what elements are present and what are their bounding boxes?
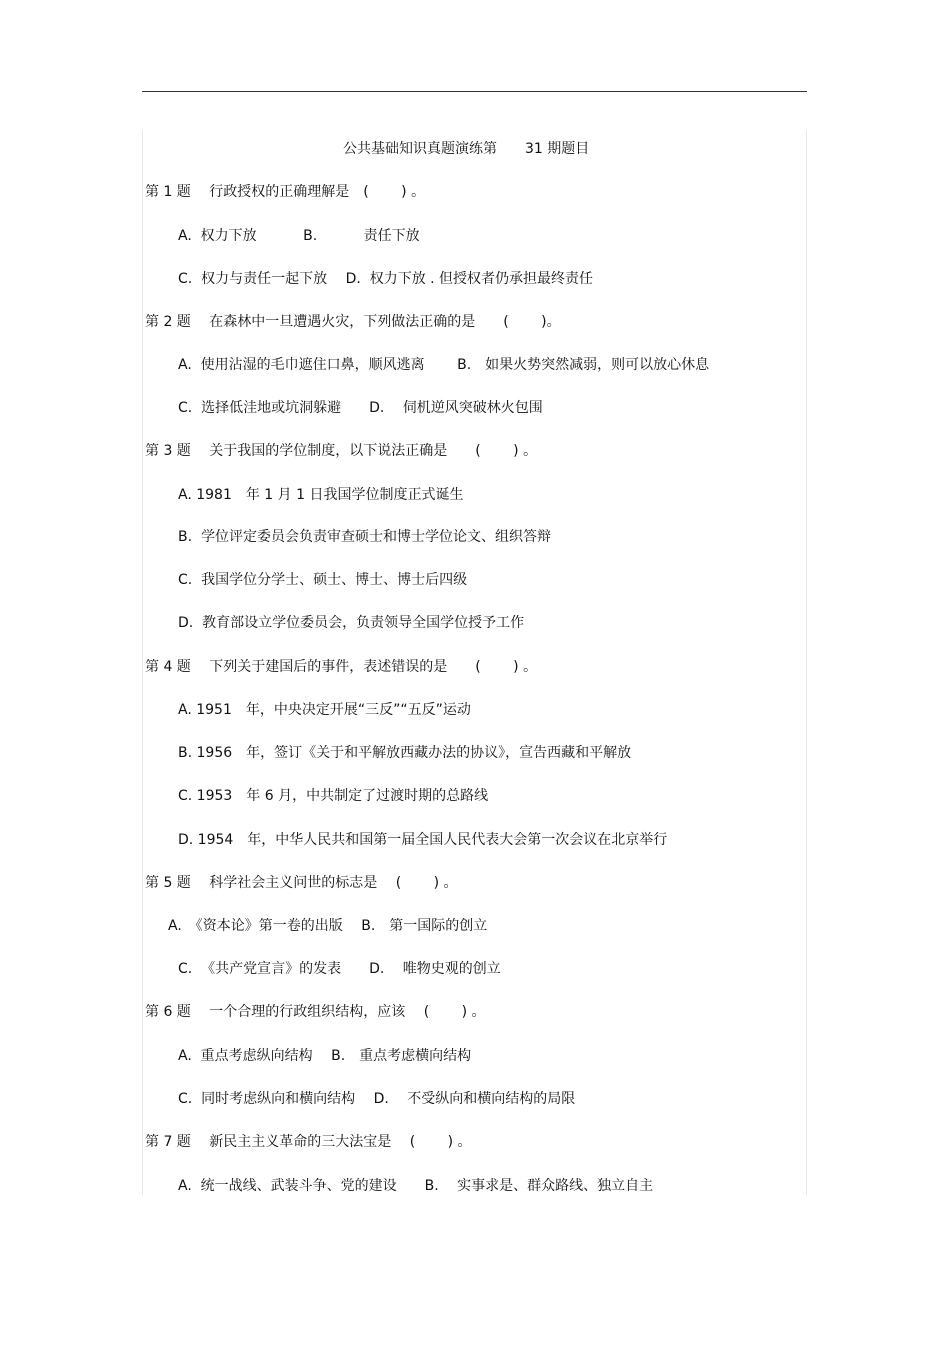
question-7-stem: 第 7 题 新民主主义革命的三大法宝是 ( ) 。 bbox=[145, 1134, 472, 1150]
question-6-options-cd: C. 同时考虑纵向和横向结构 D. 不受纵向和横向结构的局限 bbox=[178, 1091, 576, 1107]
question-1-options-cd: C. 权力与责任一起下放 D. 权力下放 . 但授权者仍承担最终责任 bbox=[178, 271, 594, 287]
question-7-options-ab: A. 统一战线、武装斗争、党的建设 B. 实事求是、群众路线、独立自主 bbox=[178, 1178, 654, 1194]
question-5-options-ab: A. 《资本论》第一卷的出版 B. 第一国际的创立 bbox=[168, 918, 488, 934]
page-title: 公共基础知识真题演练第 31 期题目 bbox=[343, 141, 590, 157]
question-6-stem: 第 6 题 一个合理的行政组织结构，应该 ( ) 。 bbox=[145, 1004, 486, 1020]
question-5-stem: 第 5 题 科学社会主义问世的标志是 ( ) 。 bbox=[145, 875, 458, 891]
question-6-options-ab: A. 重点考虑纵向结构 B. 重点考虑横向结构 bbox=[178, 1048, 472, 1064]
question-3-option-d: D. 教育部设立学位委员会，负责领导全国学位授予工作 bbox=[178, 615, 525, 631]
left-margin-line bbox=[142, 130, 143, 1195]
question-4-option-b: B. 1956 年，签订《关于和平解放西藏办法的协议》，宣告西藏和平解放 bbox=[178, 745, 632, 761]
question-4-stem: 第 4 题 下列关于建国后的事件，表述错误的是 ( ) 。 bbox=[145, 659, 538, 675]
question-2-options-cd: C. 选择低洼地或坑洞躲避 D. 伺机逆风突破林火包围 bbox=[178, 400, 543, 416]
question-3-option-b: B. 学位评定委员会负责审查硕士和博士学位论文、组织答辩 bbox=[178, 529, 551, 545]
question-5-options-cd: C. 《共产党宣言》的发表 D. 唯物史观的创立 bbox=[178, 961, 501, 977]
question-4-option-c: C. 1953 年 6 月，中共制定了过渡时期的总路线 bbox=[178, 788, 489, 804]
question-2-stem: 第 2 题 在森林中一旦遭遇火灾，下列做法正确的是 ( )。 bbox=[145, 314, 561, 330]
question-3-stem: 第 3 题 关于我国的学位制度，以下说法正确是 ( ) 。 bbox=[145, 443, 538, 459]
question-4-option-a: A. 1951 年，中央决定开展“三反”“五反”运动 bbox=[178, 702, 471, 718]
question-4-option-d: D. 1954 年，中华人民共和国第一届全国人民代表大会第一次会议在北京举行 bbox=[178, 832, 668, 848]
question-2-options-ab: A. 使用沾湿的毛巾遮住口鼻，顺风逃离 B. 如果火势突然减弱，则可以放心休息 bbox=[178, 357, 710, 373]
question-3-option-a: A. 1981 年 1 月 1 日我国学位制度正式诞生 bbox=[178, 487, 464, 503]
right-margin-line bbox=[806, 130, 807, 1195]
header-rule bbox=[142, 91, 807, 92]
question-1-stem: 第 1 题 行政授权的正确理解是 ( ) 。 bbox=[145, 184, 426, 200]
question-3-option-c: C. 我国学位分学士、硕士、博士、博士后四级 bbox=[178, 572, 468, 588]
question-1-options-ab: A. 权力下放 B. 责任下放 bbox=[178, 228, 420, 244]
